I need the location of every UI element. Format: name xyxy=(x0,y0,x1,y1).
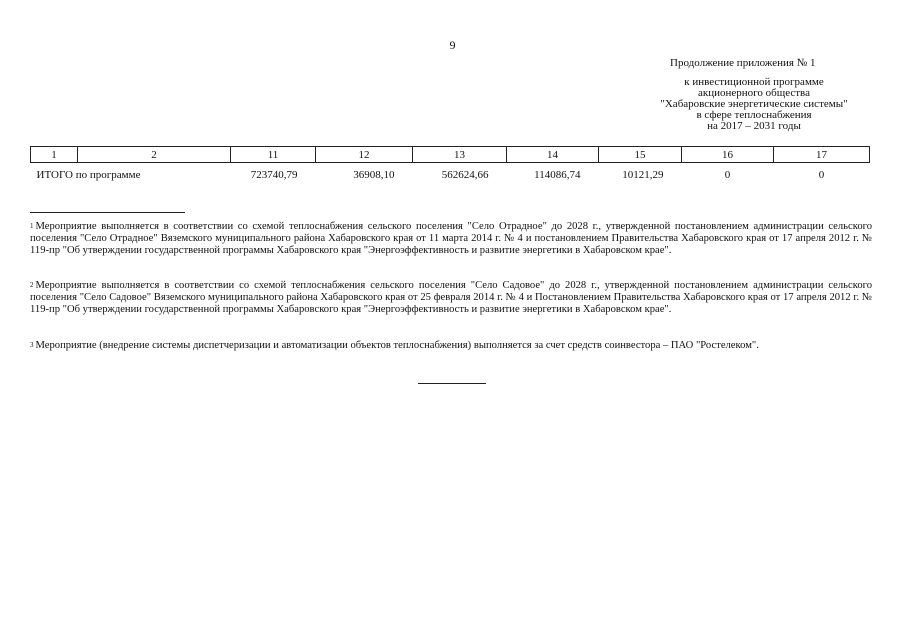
end-separator xyxy=(418,383,486,384)
total-cell: 0 xyxy=(724,169,731,181)
total-cell: 36908,10 xyxy=(353,169,395,181)
header-line: к инвестиционной программе xyxy=(684,76,824,88)
column-header: 12 xyxy=(316,147,413,163)
footnote-text: Мероприятие выполняется в соответствии со схемой теплоснабжения сельского поселения "Село Садовое" до 2028 г., утвержденной постановлением администрации сельского поселения "Село Садовое" Вяземского муниципального района Хабаровского края от 25 февраля 2014 г. № 4 и Постановлением Правительства Хабаровского края от 17 апреля 2012 г. № 119-пр "Об утверждении государственной программы Хабаровского края "Энергоэффективность и развитие энергетики в Хабаровском крае". xyxy=(30,280,872,315)
column-header: 13 xyxy=(413,147,507,163)
footnote-text: Мероприятие выполняется в соответствии со схемой теплоснабжения сельского поселения "Село Отрадное" до 2028 г., утвержденной постановлением администрации сельского поселения "Село Отрадное" Вяземского муниципального района Хабаровского края от 11 марта 2014 г. № 4 и постановлением Правительства Хабаровского края от 17 апреля 2012 г. № 119-пр "Об утверждении государственной программы Хабаровского края "Энергоэффективность и развитие энергетики в Хабаровском крае". xyxy=(30,221,872,256)
footnote-2 xyxy=(30,280,872,316)
column-header: 1 xyxy=(31,147,78,163)
header-line: акционерного общества xyxy=(698,87,810,99)
total-label: ИТОГО по программе xyxy=(36,169,141,181)
column-header: 11 xyxy=(231,147,316,163)
appendix-continuation-title: Продолжение приложения № 1 xyxy=(670,57,816,69)
total-cell: 0 xyxy=(818,169,825,181)
total-row xyxy=(31,163,870,188)
total-cell: 10121,29 xyxy=(622,169,664,181)
column-header: 17 xyxy=(774,147,870,163)
page-number: 9 xyxy=(449,38,456,52)
footnote-1 xyxy=(30,221,872,257)
footnote-text: Мероприятие (внедрение системы диспетчеризации и автоматизации объектов теплоснабжения) выполняется за счет средств соинвестора – ПАО "Ростелеком". xyxy=(35,340,759,351)
header-line: "Хабаровские энергетические системы" xyxy=(660,98,848,110)
total-cell: 114086,74 xyxy=(534,169,581,181)
column-number-row xyxy=(31,147,870,163)
footnote-mark: 3 xyxy=(30,341,34,349)
footnote-mark: 1 xyxy=(30,222,34,230)
total-cell: 562624,66 xyxy=(441,169,489,181)
footnote-separator xyxy=(30,212,185,213)
header-line: на 2017 – 2031 годы xyxy=(707,120,801,132)
footnote-mark: 2 xyxy=(30,281,34,289)
column-header: 16 xyxy=(682,147,774,163)
total-cell: 723740,79 xyxy=(250,169,298,181)
footnote-3 xyxy=(30,340,872,352)
appendix-header-block xyxy=(640,77,868,132)
column-header: 15 xyxy=(599,147,682,163)
column-header: 2 xyxy=(78,147,231,163)
header-line: в сфере теплоснабжения xyxy=(696,109,812,121)
investment-table xyxy=(30,146,870,187)
column-header: 14 xyxy=(507,147,599,163)
